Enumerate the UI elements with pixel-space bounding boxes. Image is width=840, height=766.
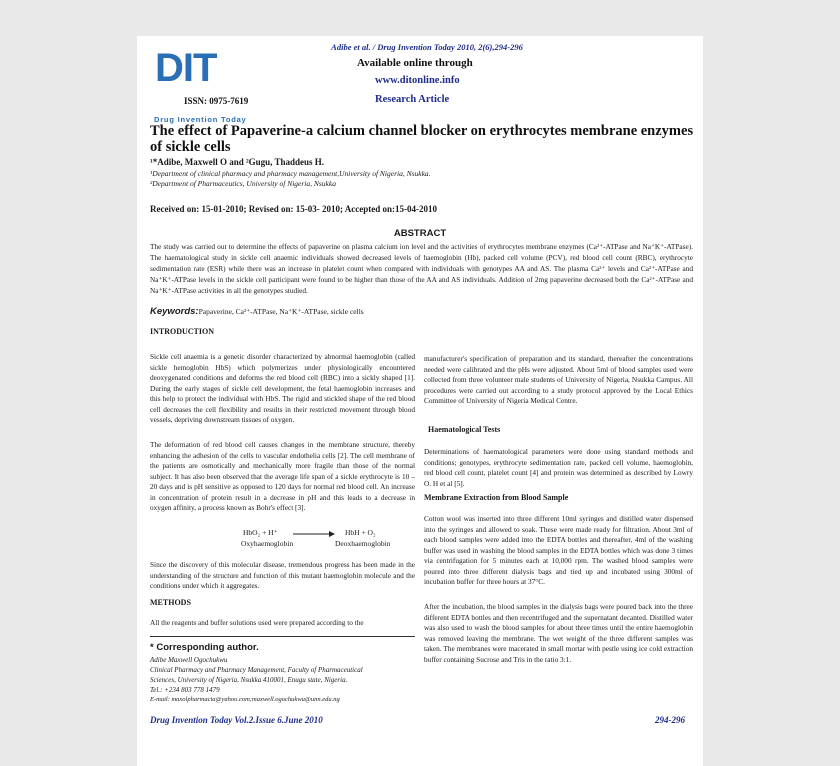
- journal-citation: Adibe et al. / Drug Invention Today 2010, 2(6),294-296: [331, 42, 523, 52]
- abstract-heading: ABSTRACT: [393, 228, 447, 239]
- journal-logo: [151, 46, 261, 124]
- equation-left-label: Oxyhaemoglobin: [241, 539, 294, 548]
- corresponding-author-email: E-mail: maxolpharmacia@yahoo.com;maxwell.ogochukwu@unn.edu.ng: [150, 696, 340, 703]
- issn-label: ISSN: 0975-7619: [184, 96, 249, 106]
- methods-paragraph-2: manufacturer's specification of preparation and its standard, thereafter the concentrations needed were calibrated and the pHs were adjusted. About 5ml of blood samples used were collected from three volunteer male students of University of Nigeria, Nsukka Campus. All procedures were carried out according to a study protocol approved by the Local Ethics Committee of University of Nigeria Medical Centre.: [424, 354, 693, 405]
- equation-right: HbH + O₂: [345, 528, 376, 537]
- intro-paragraph-3: Since the discovery of this molecular disease, tremendous progress has been made in the understanding of the structure and function of this mutant haemoglobin molecule and the conditions under which it aggregates.: [150, 560, 415, 590]
- methods-paragraph-1: All the reagents and buffer solutions used were prepared according to the: [150, 618, 364, 627]
- journal-url-link[interactable]: www.ditonline.info: [375, 75, 460, 86]
- equation-left: HbO₂ + H⁺: [243, 528, 278, 537]
- membrane-paragraph-2: After the incubation, the blood samples in the dialysis bags were poured back into the three different EDTA bottles and then recentrifuged and the supernatant decanted. Distilled water was also used to wash the blood samples for about three times until the entire haemoglobin was removed leaving the membrane. The wet weight of the three different samples was taken. The membranes were macerated in small mortar with pestle using ice cold extraction buffer containing Sucrose and Tris in the ratio 3:1.: [424, 602, 693, 664]
- keywords: [150, 306, 364, 317]
- affiliation-2: ²Department of Pharmaceutics, University of Nigeria, Nsukka: [150, 179, 336, 188]
- equation-right-label: Deoxhaemoglobin: [335, 539, 391, 548]
- membrane-paragraph-1: Cotton wool was inserted into three different 10ml syringes and distilled water dispensed into the syringes and allowed to soak. These were made ready for filtration. About 3ml of each blood samples were added into the EDTA bottles and thereafter, 4ml of the washing buffer was used in washing the blood samples in the EDTA bottles which was done 3 times via centrifugation for 5 minutes each at 10,000 rpm. The washed blood samples were poured into three different dialysis bags and tied up and incubated using 300ml of incubation buffer for three hours at 37°C.: [424, 514, 693, 586]
- footer-journal: Drug Invention Today Vol.2.Issue 6.June 2010: [150, 715, 323, 725]
- paper-title: The effect of Papaverine-a calcium channel blocker on erythrocytes membrane enzymes of sickle cells: [150, 123, 694, 155]
- corresponding-author-dept: Clinical Pharmacy and Pharmacy Management, Faculty of Pharmaceutical: [150, 666, 363, 674]
- affiliation-1: ¹Department of clinical pharmacy and pharmacy management,University of Nigeria, Nsukka.: [150, 169, 431, 178]
- corresponding-author-address: Sciences, University of Nigeria, Nsukka 410001, Enugu state, Nigeria.: [150, 676, 348, 684]
- logo-tagline: Drug Invention Today: [154, 115, 247, 124]
- article-type: Research Article: [375, 94, 450, 105]
- corresponding-author-name: Adibe Maxwell Ogochukwu: [150, 656, 228, 664]
- reaction-arrow-icon: [293, 530, 335, 538]
- logo-mark: DIT: [155, 46, 217, 90]
- abstract-text: The study was carried out to determine the effects of papaverine on plasma calcium ion level and the activities of erythrocytes membrane enzymes (Ca²⁺-ATPase and Na⁺K⁺-ATPase). The haematological study in sickle cell anaemic individuals showed decreased levels of haemoglobin (Hb), packed cell volume (PCV), red blood cell count (RBC), erythrocyte sedimentation rate (ESR) while there was an increase in platelet count when compared with individuals with genotypes AA and AS. The plasma Ca²⁺ levels and Ca²⁺-ATPase and Na⁺K⁺-ATPase levels in the sickle cell participant were found to be higher than those of the AA and AS individuals. Addition of 2mg papaverine decreased both the Ca²⁺-ATPase and Na⁺K⁺-ATPase activities in all the genotypes studied.: [150, 242, 693, 295]
- footnote-divider: [150, 636, 415, 637]
- corresponding-author-tel: Tel.: +234 803 778 1479: [150, 686, 220, 694]
- bohr-equation: [225, 528, 415, 558]
- paper-page: [137, 36, 703, 766]
- keywords-text: Papaverine, Ca²⁺-ATPase, Na⁺K⁺-ATPase, sickle cells: [198, 307, 364, 316]
- haematological-paragraph: Determinations of haematological parameters were done using standard methods and conditions; genotypes, erythrocyte sedimentation rate, packed cell volume, haemoglobin, red blood cell count, platelet count [4] and protein was determined as described by Lowry O. H et al [5].: [424, 447, 693, 488]
- intro-paragraph-2: The deformation of red blood cell causes changes in the membrane structure, thereby enhancing the adhesion of the cells to vascular endothelia cells [2]. The cell membrane of the patients are osmotically and mechanically more fragile than those of the normal subject. It has also been observed that the average life span of a sickle erythrocyte is 10 – 20 days and is pH sensitive as opposed to 120 days for normal red blood cell. An increase in concentration of protein result in a decrease in pH and this leads to a decrease in oxygen affinity, a process known as Bohr's effect [3].: [150, 440, 415, 512]
- methods-heading: METHODS: [150, 598, 191, 607]
- intro-heading: INTRODUCTION: [150, 327, 215, 336]
- submission-dates: Received on: 15-01-2010; Revised on: 15-03- 2010; Accepted on:15-04-2010: [150, 204, 437, 214]
- available-online: Available online through: [357, 57, 473, 69]
- keywords-label: Keywords:: [150, 306, 199, 317]
- corresponding-author-heading: * Corresponding author.: [150, 642, 259, 653]
- haematological-tests-heading: Haematological Tests: [428, 425, 501, 434]
- authors: ¹*Adibe, Maxwell O and ²Gugu, Thaddeus H.: [150, 157, 325, 167]
- membrane-extraction-heading: Membrane Extraction from Blood Sample: [424, 493, 569, 502]
- intro-paragraph-1: Sickle cell anaemia is a genetic disorder characterized by abnormal haemoglobin (called sickle hemoglobin HbS) which polymerizes under physiologically encountered deoxygenated conditions and deforms the red blood cell (RBC) into a sickly shaped [1]. During the early stages of sickle cell development, the fetal haemoglobin increases and this help to protect the individual with HbS. The rigid and stickled shape of the red blood cell decreases the cell flexibility and results in their restricted movement through blood vessels, depriving downstream tissues of oxygen.: [150, 352, 415, 424]
- footer-pages: 294-296: [655, 715, 685, 725]
